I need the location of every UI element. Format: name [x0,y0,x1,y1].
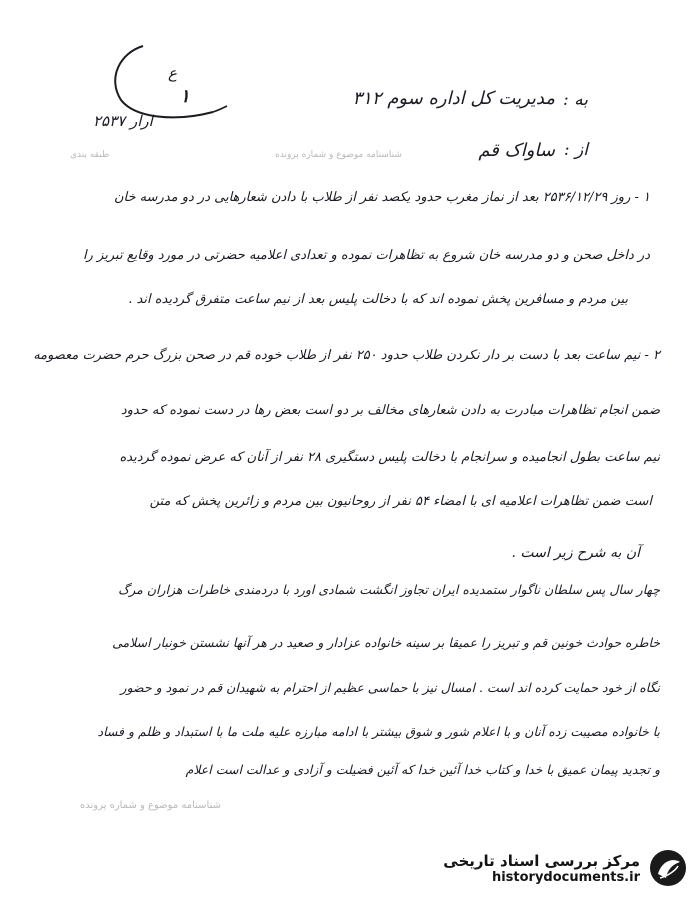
to-value: مدیریت کل اداره سوم ۳۱۲ [352,88,555,109]
footer-watermark [443,848,688,888]
stamp-number: ۱ [180,86,190,107]
item2-line-5: آن به شرح زیر است . [511,545,640,561]
faint-classification: طبقه بندی [70,150,110,160]
item2-line-4: است ضمن تظاهرات اعلامیه ای با امضاء ۵۴ نفر از روحانیون بین مردم و زائرین پخش که متن [149,494,652,509]
stamp-mark: ع [168,64,177,82]
to-label: به : [563,90,588,110]
footer-org-name: مرکز بررسی اسناد تاریخی [443,851,640,870]
item3-line-4: با خانواده مصیبت زده آنان و با اعلام شور و شوق بیشتر با ادامه مبارزه علیه ملت ما با استبداد و ظلم و فساد [97,724,660,739]
item2-line-2: ضمن انجام تظاهرات مبادرت به دادن شعارهای مخالف بر دو است بعض رها در دست نموده که حدود [120,403,660,418]
item3-line-3: نگاه از خود حمایت کرده اند است . امسال نیز با حماسی عظیم از احترام به شهیدان قم در نمود و حضور [120,680,660,695]
archive-logo-icon [648,848,688,888]
from-value: ساواک قم [478,140,555,161]
item3-line-1: چهار سال پس سلطان ناگوار ستمدیده ایران تجاوز انگشت شمادی اورد با دردمندی خاطرات هزاران مرگ [118,582,660,597]
item3-line-5: و تجدید پیمان عمیق با خدا و کتاب خدا آئین خدا که آئین فضیلت و آزادی و عدالت است اعلام [185,762,660,777]
from-label: از : [563,140,588,160]
item1-line-3: بین مردم و مسافرین پخش نموده اند که با دخالت پلیس بعد از نیم ساعت متفرق گردیده اند . [128,292,628,307]
faint-file-id: شناسنامه موضوع و شماره پرونده [275,150,402,160]
date-stamp: ارار ۲۵۳۷ [93,112,153,130]
item3-line-2: خاطره حوادث خونین قم و تبریز را عمیقا بر سینه خانواده عزادار و صعید در هر آنها نشستن خونبار اسلامی [112,635,660,650]
item1-line-1: ۱ - روز ۲۵۳۶/۱۲/۲۹ بعد از نماز مغرب حدود یکصد نفر از طلاب با دادن شعارهایی در دو مدرسه خان [114,190,650,205]
faint-bottom-text: شناسنامه موضوع و شماره پرونده [80,800,221,811]
footer-url: historydocuments.ir [491,869,640,885]
item2-line-1: ۲ - نیم ساعت بعد با دست بر دار نکردن طلاب حدود ۲۵۰ نفر از طلاب خوده قم در صحن بزرگ حرم حضرت معصومه [33,348,660,363]
item2-line-3: نیم ساعت بطول انجامیده و سرانجام با دخالت پلیس دستگیری ۲۸ نفر از آنان که عرض نموده گردیده [119,450,660,465]
item1-line-2: در داخل صحن و دو مدرسه خان شروع به تظاهرات نموده و تعدادی اعلامیه حضرتی در مورد وقایع تبریز را [83,248,650,263]
